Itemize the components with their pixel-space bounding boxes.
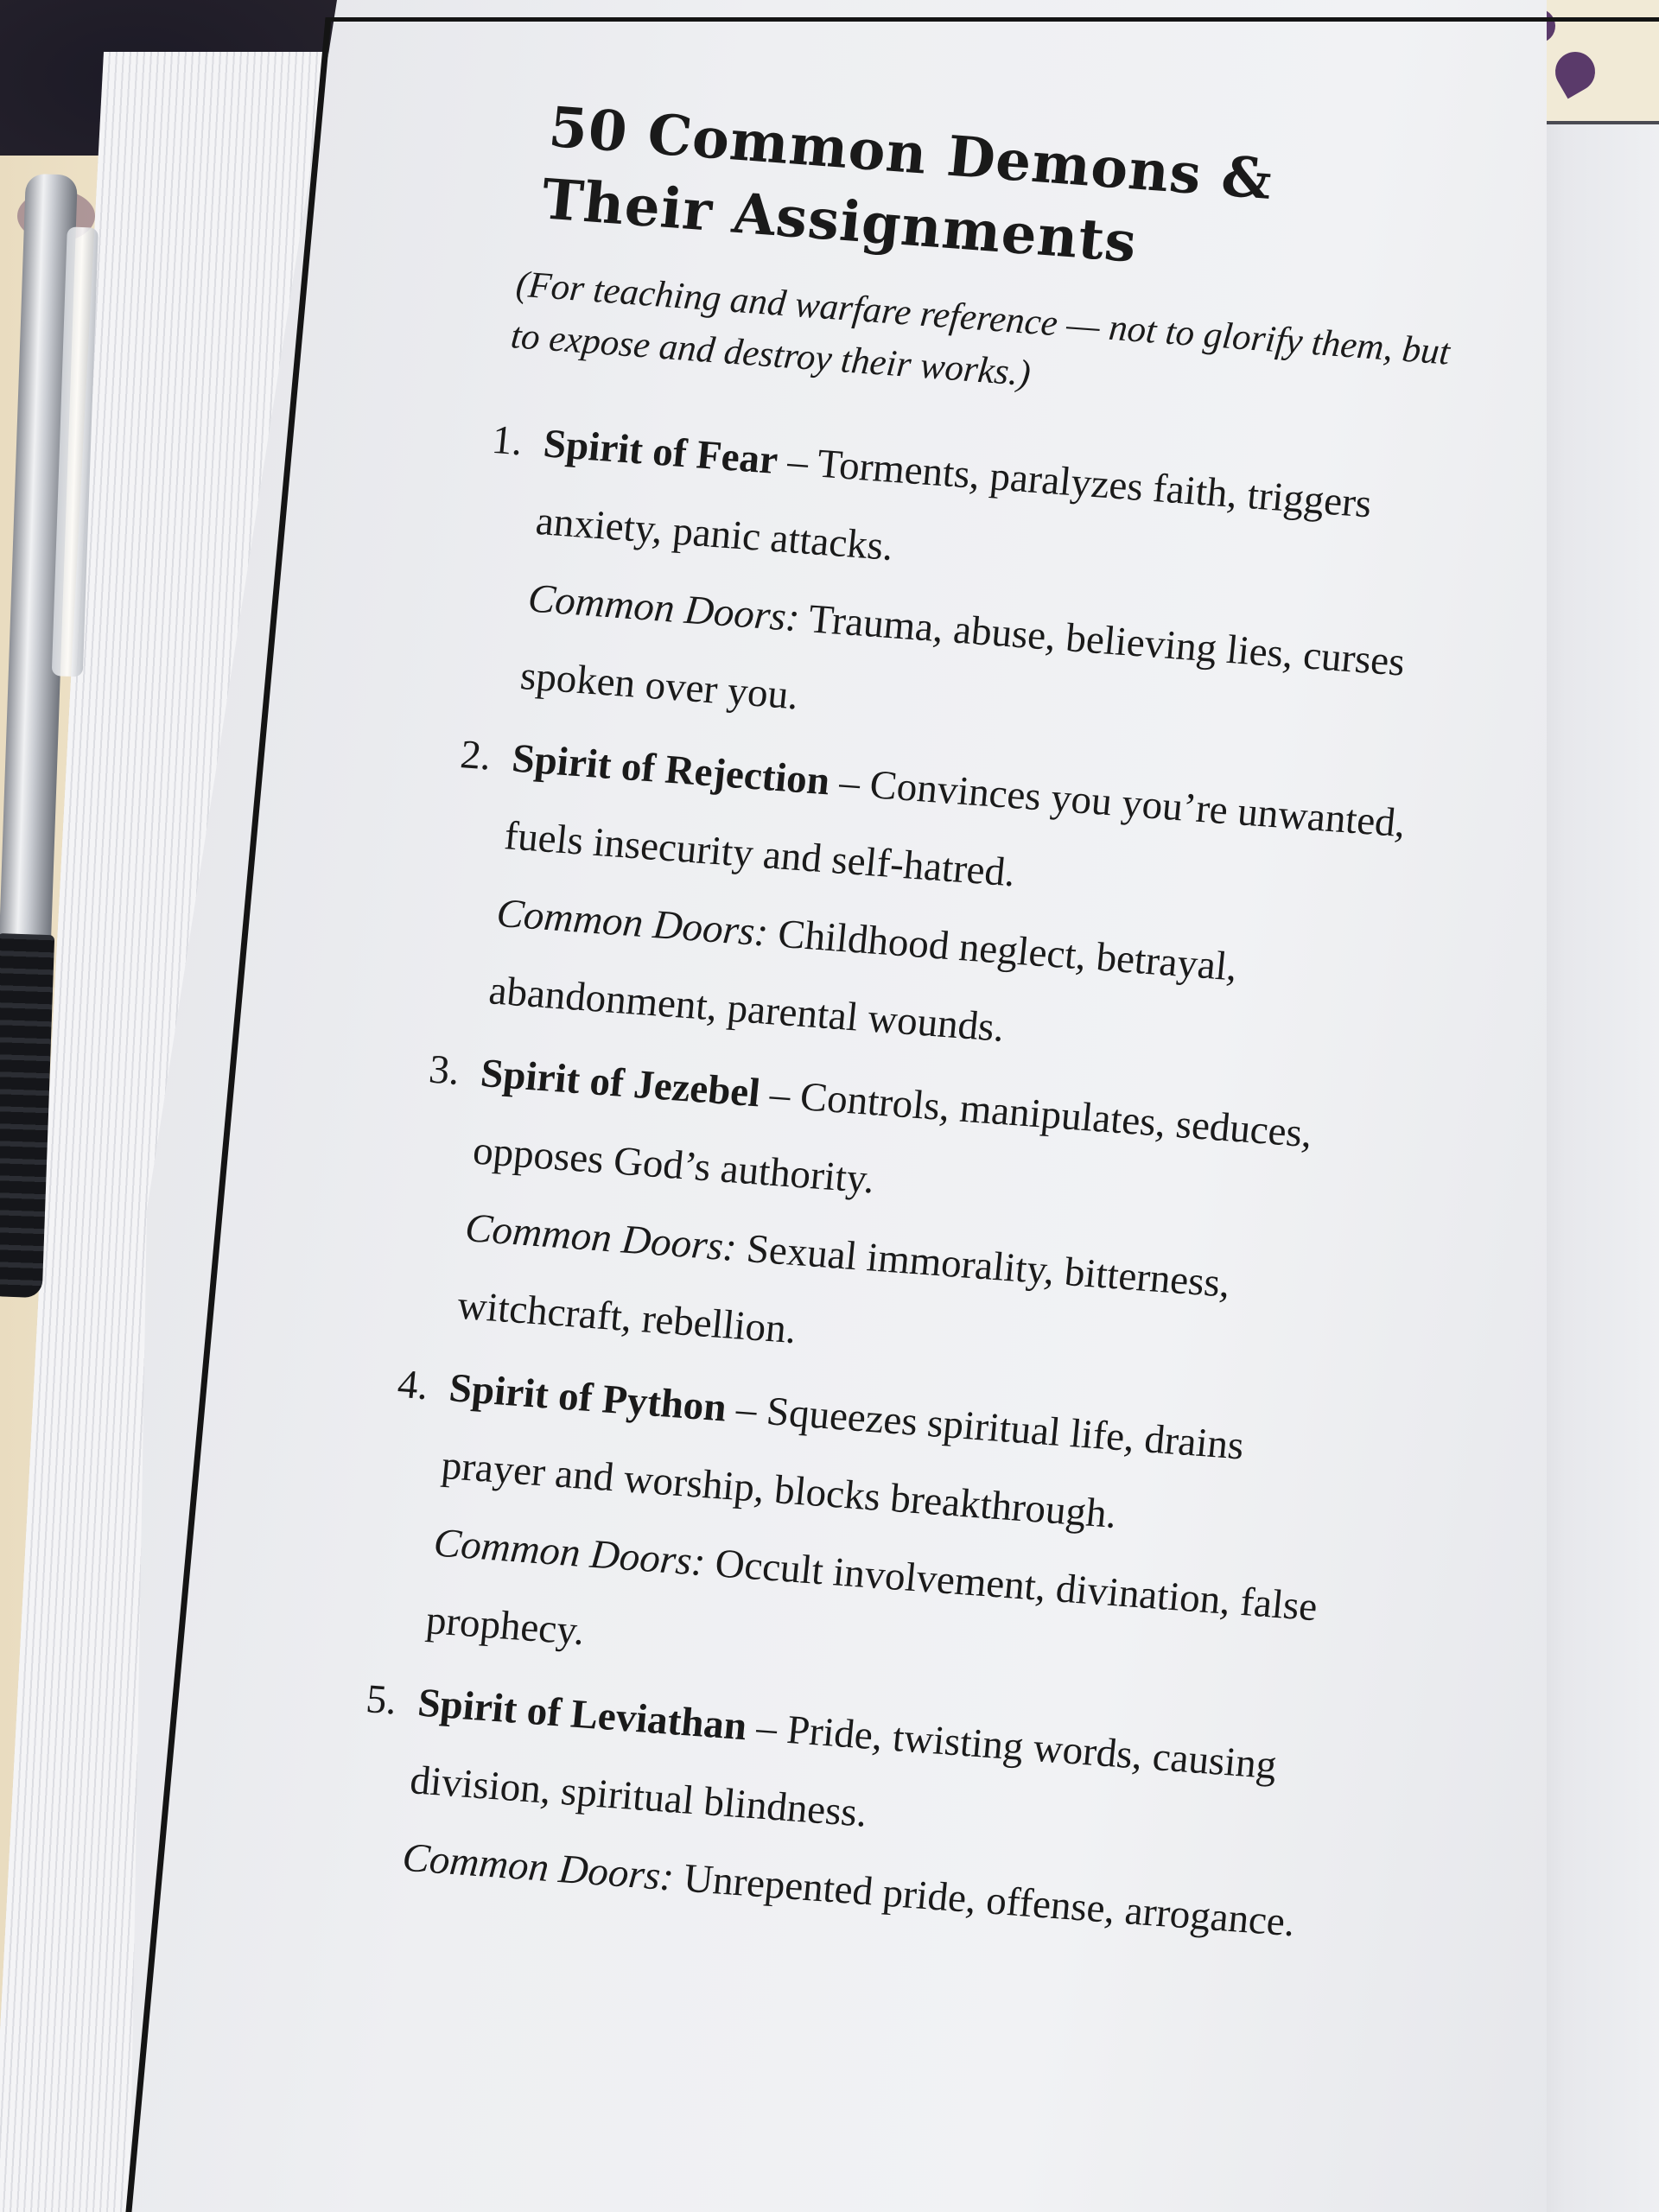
doors-text: Sexual immorality, bitterness, witchcraft, rebellion. bbox=[455, 1225, 1233, 1353]
item-name: Spirit of Jezebel bbox=[478, 1050, 762, 1116]
page-subtitle: (For teaching and warfare reference — not to glorify them, but to expose and destroy their works.) bbox=[509, 264, 1452, 395]
doors-text: Childhood neglect, betrayal, abandonment, parental wounds. bbox=[486, 910, 1240, 1051]
item-description: Pride, twisting words, causing division, spiritual blindness. bbox=[408, 1707, 1279, 1836]
doors-text: Occult involvement, divination, false prophecy. bbox=[423, 1540, 1319, 1655]
doors-label: Common Doors: bbox=[525, 575, 802, 641]
demon-list bbox=[304, 397, 1452, 1962]
item-separator: – bbox=[723, 1385, 769, 1433]
item-description: Torments, paralyzes faith, triggers anxiety, panic attacks. bbox=[533, 441, 1374, 570]
item-description: Convinces you you’re unwanted, fuels insecurity and self-hatred. bbox=[502, 762, 1408, 896]
doors-label: Common Doors: bbox=[431, 1520, 708, 1586]
doors-text: Trauma, abuse, believing lies, curses spoken over you. bbox=[518, 595, 1408, 719]
doors-text: Unrepented pride, offense, arrogance. bbox=[671, 1854, 1298, 1946]
item-number: 4. bbox=[395, 1361, 431, 1409]
item-name: Spirit of Rejection bbox=[510, 735, 832, 804]
doors-label: Common Doors: bbox=[463, 1205, 740, 1270]
item-separator: – bbox=[744, 1704, 790, 1752]
pen-grip bbox=[0, 933, 54, 1298]
item-separator: – bbox=[775, 438, 820, 486]
item-number: 5. bbox=[364, 1676, 399, 1724]
page-text bbox=[303, 86, 1484, 1967]
item-name: Spirit of Leviathan bbox=[416, 1680, 749, 1750]
item-number: 3. bbox=[427, 1046, 462, 1094]
doors-label: Common Doors: bbox=[494, 890, 771, 956]
item-separator: – bbox=[827, 759, 873, 807]
item-number: 2. bbox=[458, 732, 493, 779]
page-title: 50 Common Demons & Their Assignments bbox=[538, 94, 1276, 276]
item-description: Controls, manipulates, seduces, opposes God’s authority. bbox=[471, 1074, 1315, 1203]
item-number: 1. bbox=[489, 416, 525, 465]
item-name: Spirit of Python bbox=[447, 1365, 729, 1431]
item-separator: – bbox=[757, 1071, 803, 1119]
item-name: Spirit of Fear bbox=[541, 421, 780, 483]
item-description: Squeezes spiritual life, drains prayer and worship, blocks breakthrough. bbox=[439, 1389, 1246, 1537]
doors-label: Common Doors: bbox=[400, 1834, 677, 1900]
